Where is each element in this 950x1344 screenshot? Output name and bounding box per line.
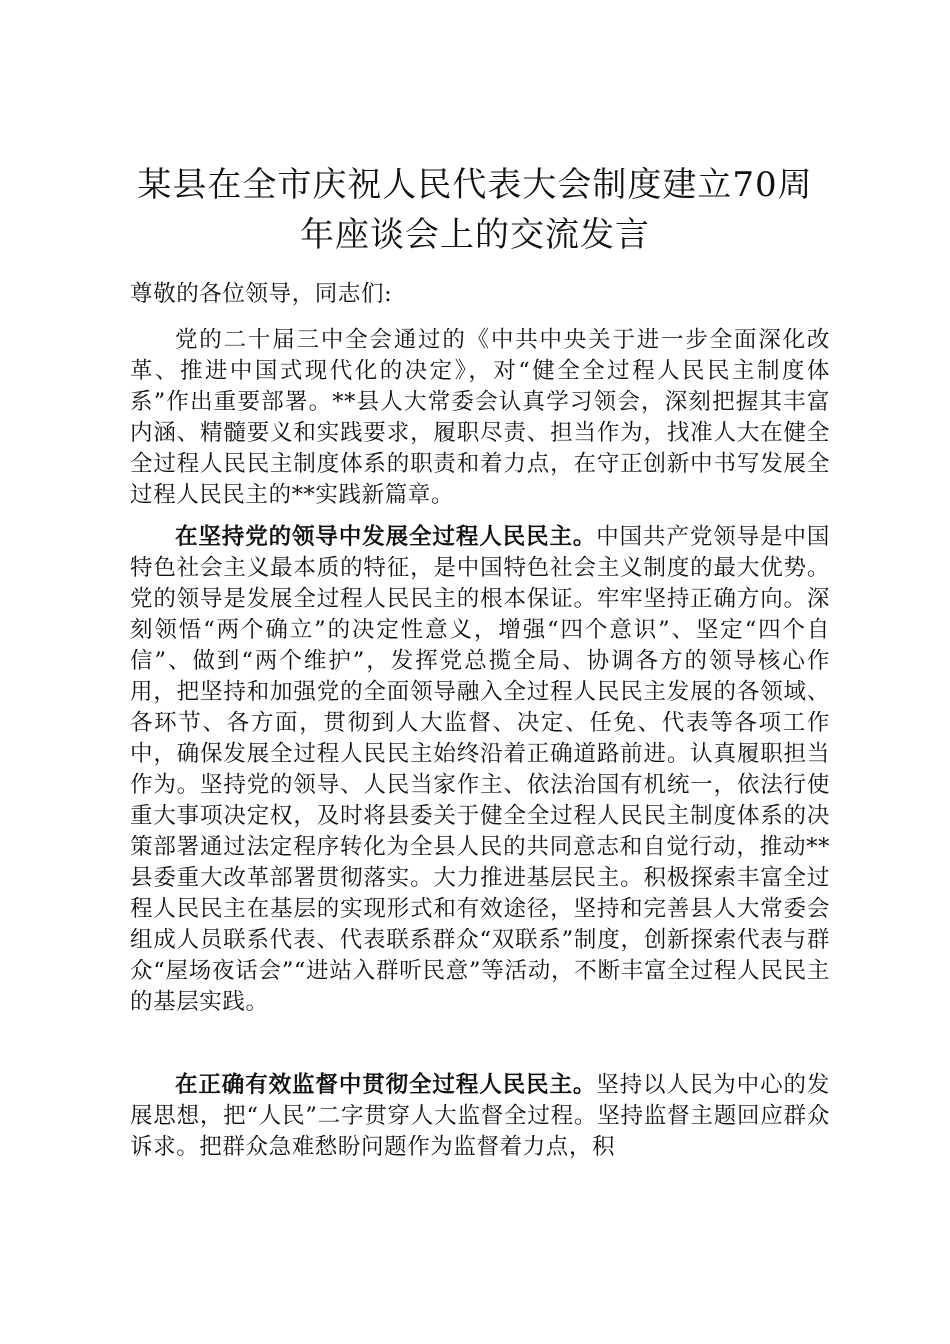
paragraph-supervision-text: 坚持以人民为中心的发展思想，把“人民”二字贯穿人大监督全过程。坚持监督主题回应群众诉求。把群众急难愁盼问题作为监督着力点，积 xyxy=(130,1072,830,1160)
paragraph-party-leadership xyxy=(130,522,830,1018)
paragraph-intro-text: 党的二十届三中全会通过的《中共中央关于进一步全面深化改革、推进中国式现代化的决定》，对“健全全过程人民民主制度体系”作出重要部署。**县人大常委会认真学习领会，深刻把握其丰富内涵、精髓要义和实践要求，履职尽责、担当作为，找准人大在健全全过程人民民主制度体系的职责和着力点，在守正创新中书写发展全过程人民民主的**实践新篇章。 xyxy=(130,327,830,508)
paragraph-supervision xyxy=(130,1070,830,1163)
title-line-2: 年座谈会上的交流发言 xyxy=(300,215,650,255)
paragraph-supervision-heading: 在正确有效监督中贯彻全过程人民民主。 xyxy=(175,1072,597,1098)
title-line-1: 某县在全市庆祝人民代表大会制度建立70周 xyxy=(137,165,813,205)
paragraph-party-leadership-heading: 在坚持党的领导中发展全过程人民民主。 xyxy=(175,524,597,550)
salutation: 尊敬的各位领导，同志们: xyxy=(130,281,393,307)
paragraph-intro xyxy=(130,325,830,511)
document-title xyxy=(120,160,830,260)
paragraph-party-leadership-text: 中国共产党领导是中国特色社会主义最本质的特征，是中国特色社会主义制度的最大优势。党的领导是发展全过程人民民主的根本保证。牢牢坚持正确方向。深刻领悟“两个确立”的决定性意义，增强“四个意识”、坚定“四个自信”、做到“两个维护”，发挥党总揽全局、协调各方的领导核心作用，把坚持和加强党的全面领导融入全过程人民民主发展的各领域、各环节、各方面，贯彻到人大监督、决定、任免、代表等各项工作中，确保发展全过程人民民主始终沿着正确道路前进。认真履职担当作为。坚持党的领导、人民当家作主、依法治国有机统一，依法行使重大事项决定权，及时将县委关于健全全过程人民民主制度体系的决策部署通过法定程序转化为全县人民的共同意志和自觉行动，推动**县委重大改革部署贯彻落实。大力推进基层民主。积极探索丰富全过程人民民主在基层的实现形式和有效途径，坚持和完善县人大常委会组成人员联系代表、代表联系群众“双联系”制度，创新探索代表与群众“屋场夜话会”“进站入群听民意”等活动，不断丰富全过程人民民主的基层实践。 xyxy=(130,524,830,1015)
